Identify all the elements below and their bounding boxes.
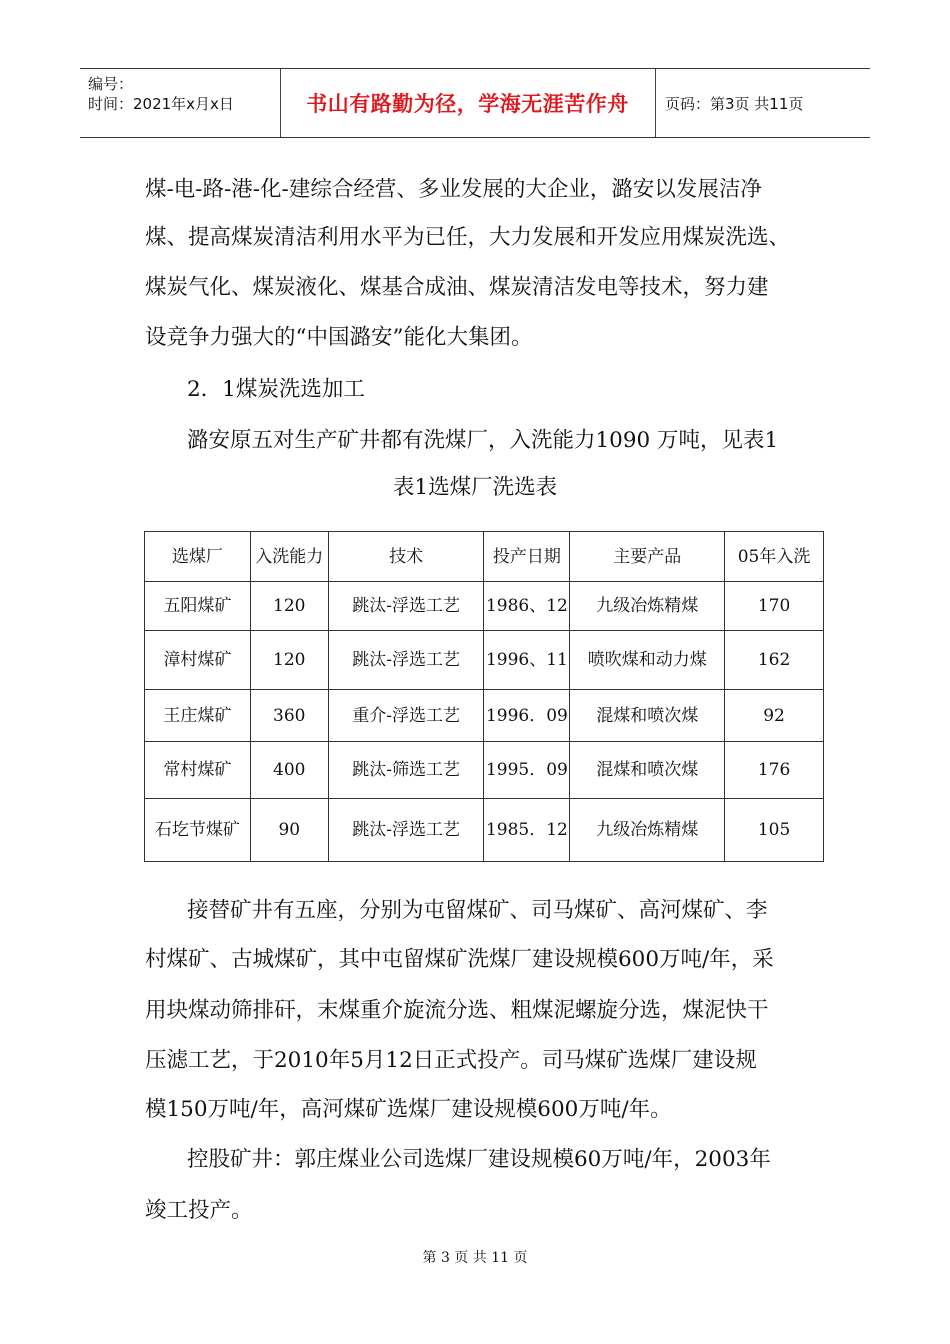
body-line: 煤炭气化、煤炭液化、煤基合成油、煤炭清洁发电等技术，努力建 — [145, 275, 769, 300]
wash-plant-table — [144, 531, 824, 862]
header-motto-cell — [280, 69, 656, 137]
table-cell: 1996．09 — [484, 690, 570, 742]
table-header-cell: 投产日期 — [484, 532, 570, 582]
body-line: 煤-电-路-港-化-建综合经营、多业发展的大企业，潞安以发展洁净 — [145, 177, 762, 202]
body-line: 煤、提高煤炭清洁利用水平为已任，大力发展和开发应用煤炭洗选、 — [145, 225, 791, 250]
table-cell: 五阳煤矿 — [145, 582, 251, 631]
section-title: 2．1煤炭洗选加工 — [187, 377, 365, 402]
table-cell: 跳汰-筛选工艺 — [328, 742, 484, 799]
table-row — [145, 799, 824, 862]
table-cell: 九级冶炼精煤 — [570, 799, 725, 862]
table-cell: 120 — [250, 582, 328, 631]
table-cell: 90 — [250, 799, 328, 862]
intro-paragraph: 潞安原五对生产矿井都有洗煤厂，入洗能力1090 万吨，见表1 — [187, 428, 779, 453]
body-line: 接替矿井有五座，分别为屯留煤矿、司马煤矿、高河煤矿、李 — [187, 898, 768, 923]
table-cell: 1986、12 — [484, 582, 570, 631]
header-page-label: 页码：第3页 共11页 — [665, 94, 804, 113]
body-line: 村煤矿、古城煤矿，其中屯留煤矿洗煤厂建设规模600万吨/年，采 — [145, 947, 774, 972]
table-cell: 喷吹煤和动力煤 — [570, 631, 725, 690]
page-header — [80, 68, 870, 138]
page-footer: 第 3 页 共 11 页 — [422, 1250, 528, 1266]
table-header-row — [145, 532, 824, 582]
table-cell: 120 — [250, 631, 328, 690]
document-number-label: 编号： — [88, 75, 134, 93]
table-cell: 王庄煤矿 — [145, 690, 251, 742]
body-line: 竣工投产。 — [145, 1198, 253, 1223]
header-meta — [80, 69, 281, 137]
table-cell: 跳汰-浮选工艺 — [328, 631, 484, 690]
table-row — [145, 631, 824, 690]
table-row — [145, 690, 824, 742]
body-line: 压滤工艺，于2010年5月12日正式投产。司马煤矿选煤厂建设规 — [145, 1048, 757, 1073]
table-cell: 跳汰-浮选工艺 — [328, 799, 484, 862]
body-line: 模150万吨/年，高河煤矿选煤厂建设规模600万吨/年。 — [145, 1097, 672, 1122]
table-cell: 混煤和喷次煤 — [570, 742, 725, 799]
body-line: 设竞争力强大的“中国潞安”能化大集团。 — [145, 325, 533, 350]
table-cell: 漳村煤矿 — [145, 631, 251, 690]
body-line: 控股矿井：郭庄煤业公司选煤厂建设规模60万吨/年，2003年 — [187, 1147, 771, 1172]
table-cell: 400 — [250, 742, 328, 799]
table-cell: 1996、11 — [484, 631, 570, 690]
table-caption: 表1选煤厂洗选表 — [392, 475, 558, 500]
table-cell: 石圪节煤矿 — [145, 799, 251, 862]
table-row — [145, 582, 824, 631]
table-cell: 混煤和喷次煤 — [570, 690, 725, 742]
table-header-cell: 入洗能力 — [250, 532, 328, 582]
table-cell: 1995．09 — [484, 742, 570, 799]
body-line: 用块煤动筛排矸，末煤重介旋流分选、粗煤泥螺旋分选，煤泥快干 — [145, 998, 769, 1023]
header-motto: 书山有路勤为径，学海无涯苦作舟 — [306, 92, 629, 116]
document-time-label: 时间：2021年x月x日 — [88, 95, 234, 113]
table-header-cell: 05年入洗 — [725, 532, 824, 582]
table-cell: 176 — [725, 742, 824, 799]
table-cell: 162 — [725, 631, 824, 690]
header-page-cell — [655, 69, 870, 137]
table-cell: 九级冶炼精煤 — [570, 582, 725, 631]
table-cell: 常村煤矿 — [145, 742, 251, 799]
table-cell: 105 — [725, 799, 824, 862]
table-header-cell: 技术 — [328, 532, 484, 582]
table-cell: 360 — [250, 690, 328, 742]
table-cell: 跳汰-浮选工艺 — [328, 582, 484, 631]
table-header-cell: 选煤厂 — [145, 532, 251, 582]
table-header-cell: 主要产品 — [570, 532, 725, 582]
table-cell: 重介-浮选工艺 — [328, 690, 484, 742]
table-cell: 92 — [725, 690, 824, 742]
table-cell: 170 — [725, 582, 824, 631]
table-row — [145, 742, 824, 799]
table-cell: 1985．12 — [484, 799, 570, 862]
